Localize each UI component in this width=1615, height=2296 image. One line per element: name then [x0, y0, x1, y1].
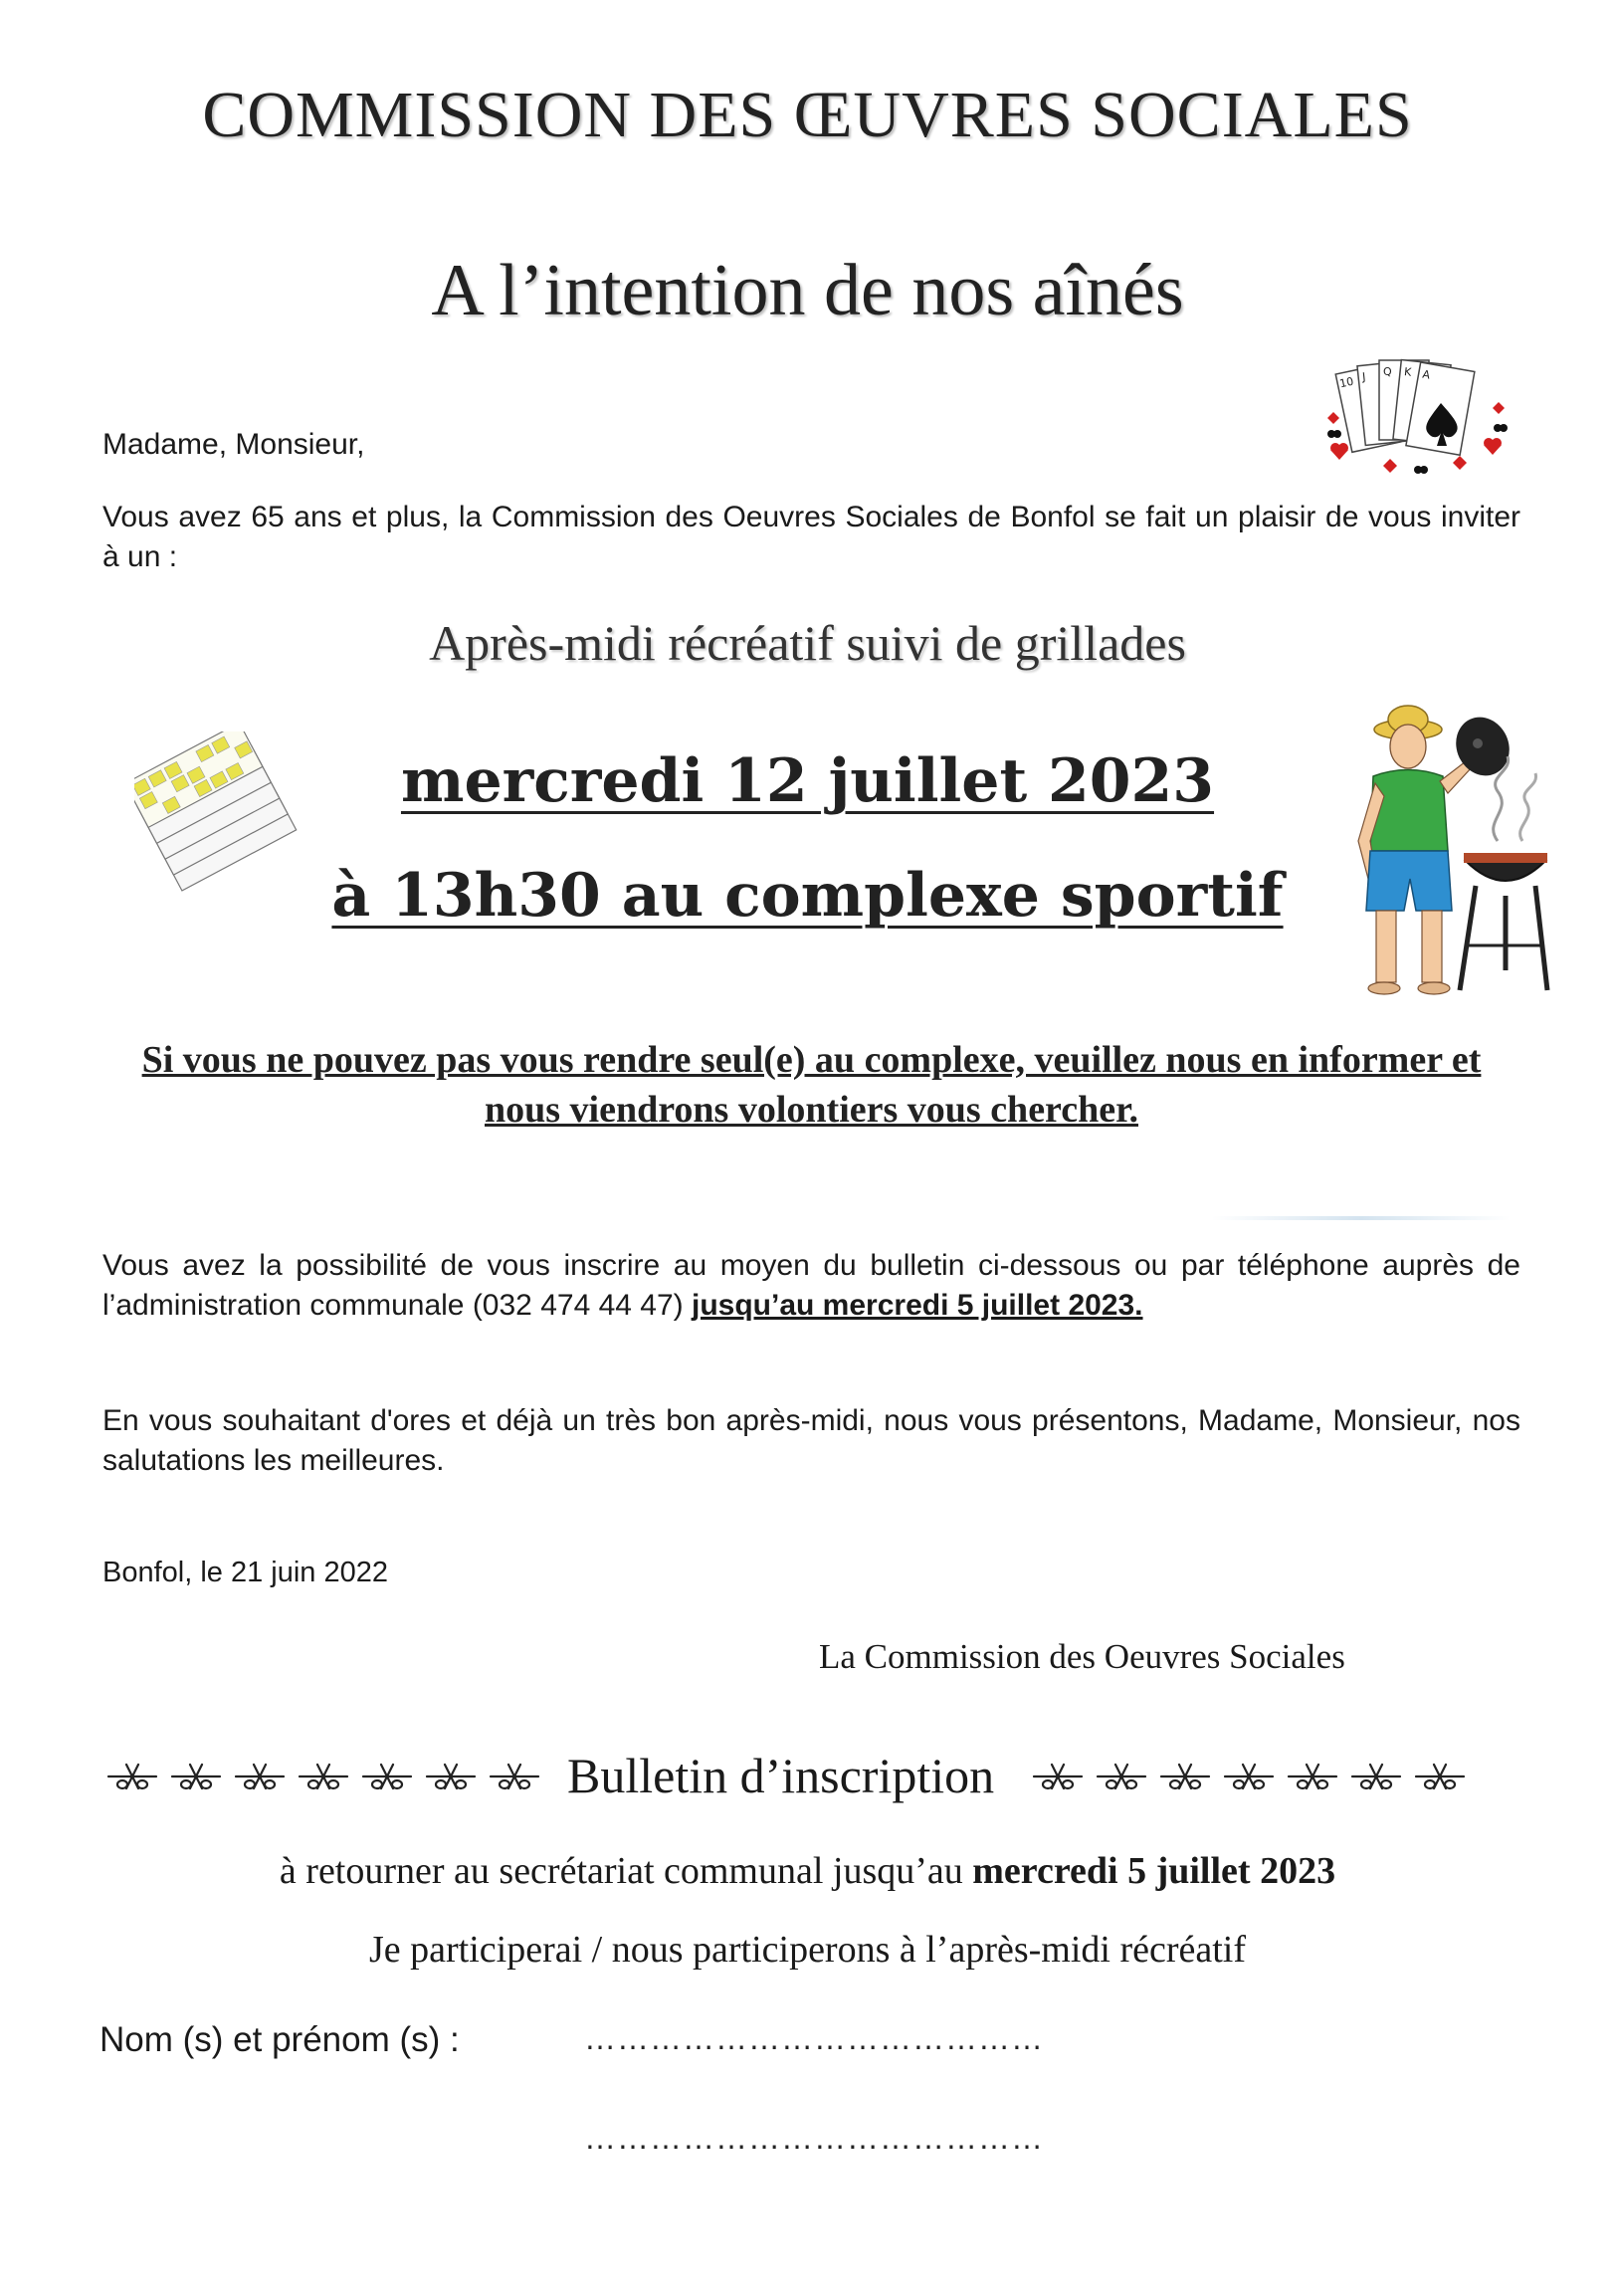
- svg-text:10: 10: [1338, 374, 1355, 391]
- bulletin-header: [104, 1747, 1498, 1806]
- svg-text:J: J: [1361, 370, 1367, 384]
- event-place-text: à 13h30 au complexe sportif: [331, 861, 1284, 931]
- document-subtitle: A l’intention de nos aînés: [431, 250, 1184, 331]
- scissors-icon: [359, 1759, 415, 1794]
- closing-wishes: En vous souhaitant d'ores et déjà un très bon après-midi, nous vous présentons, Madame, Monsieur, nos salutations les meilleures.: [102, 1404, 1520, 1477]
- svg-text:K: K: [1403, 364, 1412, 379]
- scissors-icon: [1221, 1759, 1277, 1794]
- name-field-line-2[interactable]: ……………………………………: [584, 2120, 1044, 2156]
- name-field-line-1[interactable]: ……………………………………: [584, 2020, 1044, 2056]
- signup-paragraph: [102, 1246, 1520, 1326]
- scissors-icon: [296, 1759, 351, 1794]
- scissors-icon: [1285, 1759, 1340, 1794]
- return-deadline: mercredi 5 juillet 2023: [972, 1850, 1336, 1892]
- scissors-icon: [1348, 1759, 1404, 1794]
- signup-text: Vous avez la possibilité de vous inscrire au moyen du bulletin ci-dessous ou par téléphone auprès de l’administration communale (032 474 44 47): [102, 1249, 1520, 1322]
- scissors-icon: [232, 1759, 288, 1794]
- scan-artifact: [1212, 1216, 1511, 1220]
- greeting: Madame, Monsieur,: [102, 428, 365, 461]
- scissors-icon: [1412, 1759, 1468, 1794]
- document-title: COMMISSION DES ŒUVRES SOCIALES: [202, 79, 1413, 151]
- intro-paragraph: Vous avez 65 ans et plus, la Commission des Oeuvres Sociales de Bonfol se fait un plaisir de vous inviter à un :: [102, 501, 1520, 573]
- scissors-icon: [423, 1759, 479, 1794]
- scissors-icon: [1157, 1759, 1213, 1794]
- place-and-date: Bonfol, le 21 juin 2022: [102, 1557, 388, 1588]
- signup-deadline: jusqu’au mercredi 5 juillet 2023.: [692, 1289, 1143, 1322]
- participation-statement: Je participerai / nous participerons à l’après-midi récréatif: [369, 1929, 1246, 1971]
- scissors-row-left: [104, 1759, 542, 1794]
- event-name: Après-midi récréatif suivi de grillades: [429, 615, 1186, 671]
- scissors-icon: [168, 1759, 224, 1794]
- svg-text:Q: Q: [1383, 365, 1392, 378]
- scissors-row-right: [1030, 1759, 1468, 1794]
- return-prefix: à retourner au secrétariat communal jusqu’au: [279, 1850, 963, 1892]
- bulletin-title: Bulletin d’inscription: [567, 1748, 995, 1803]
- signature: La Commission des Oeuvres Sociales: [819, 1637, 1345, 1676]
- event-date-text: mercredi 12 juillet 2023: [400, 746, 1215, 816]
- svg-text:A: A: [1421, 367, 1432, 382]
- scissors-icon: [1094, 1759, 1149, 1794]
- playing-cards-illustration: [1313, 348, 1513, 488]
- return-instruction: [0, 1849, 1615, 1893]
- barbecue-man-illustration: [1348, 702, 1557, 1005]
- scissors-icon: [1030, 1759, 1086, 1794]
- transport-note: Si vous ne pouvez pas vous rendre seul(e) au complexe, veuillez nous en informer et nous viendrons volontiers vous chercher.: [141, 1039, 1482, 1131]
- scissors-icon: [487, 1759, 542, 1794]
- scissors-icon: [104, 1759, 160, 1794]
- name-field-label: Nom (s) et prénom (s) :: [100, 2020, 460, 2059]
